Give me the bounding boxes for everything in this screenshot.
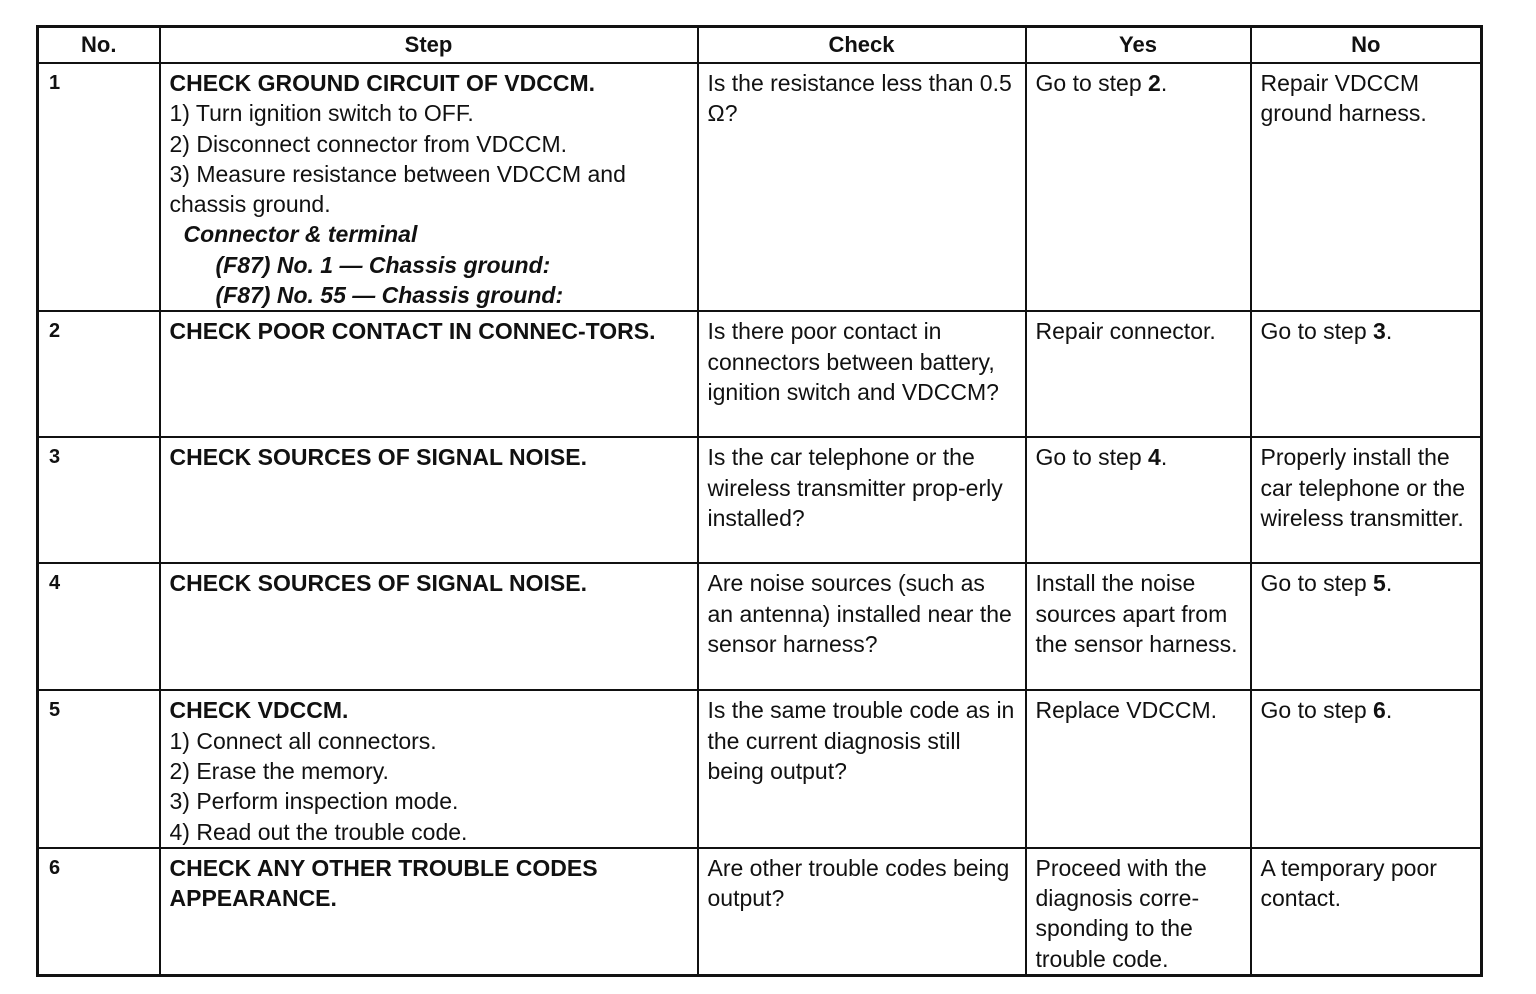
step-title: CHECK ANY OTHER TROUBLE CODES APPEARANCE. [169, 854, 598, 912]
no-cell: Properly install the car telephone or the wireless transmitter. [1251, 437, 1482, 563]
step-title: CHECK POOR CONTACT IN CONNEC-TORS. [169, 318, 656, 345]
check-cell: Is the resistance less than 0.5 Ω? [698, 63, 1026, 311]
yes-text-end: . [1160, 70, 1168, 96]
no-step-number: 5 [1373, 570, 1386, 597]
yes-step-number: 4 [1148, 444, 1161, 471]
step-instruction: 3) Measure resistance between VDCCM and chassis ground. [169, 160, 626, 218]
no-step-number: 3 [1373, 318, 1386, 345]
step-cell [160, 563, 698, 690]
table-row [38, 63, 1482, 311]
table-row [38, 311, 1482, 437]
step-instruction: 3) Perform inspection mode. [169, 788, 459, 815]
no-cell [1251, 311, 1482, 437]
step-instruction: 2) Disconnect connector from VDCCM. [169, 130, 568, 157]
header-row [38, 27, 1482, 64]
step-instruction: 2) Erase the memory. [169, 757, 389, 784]
header-step: Step [160, 27, 698, 64]
no-cell: A temporary poor contact. [1251, 848, 1482, 976]
no-text-end: . [1385, 697, 1393, 724]
yes-cell: Install the noise sources apart from the sensor harness. [1026, 563, 1251, 690]
step-cell [160, 311, 698, 437]
connector-title: Connector & terminal [183, 221, 418, 248]
step-cell [160, 63, 698, 311]
header-yes: Yes [1026, 27, 1251, 64]
yes-cell [1026, 63, 1251, 311]
yes-cell [1026, 437, 1251, 563]
table-row [38, 848, 1482, 976]
header-check: Check [698, 27, 1026, 64]
yes-cell: Proceed with the diagnosis corre-sponding to the trouble code. [1026, 848, 1251, 976]
yes-cell: Replace VDCCM. [1026, 690, 1251, 847]
table-row [38, 563, 1482, 690]
step-cell [160, 848, 698, 976]
yes-cell: Repair connector. [1026, 311, 1251, 437]
step-instruction: 1) Connect all connectors. [169, 727, 437, 754]
table-row [38, 690, 1482, 847]
connector-terminal: (F87) No. 1 — Chassis ground: [215, 251, 551, 278]
yes-text: Go to step [1035, 444, 1149, 471]
step-number: 2 [38, 311, 160, 437]
step-cell [160, 437, 698, 563]
step-title: CHECK SOURCES OF SIGNAL NOISE. [169, 570, 587, 597]
yes-text-end: . [1160, 444, 1168, 471]
step-title: CHECK VDCCM. [169, 697, 349, 724]
no-cell [1251, 690, 1482, 847]
check-cell: Is the same trouble code as in the current diagnosis still being output? [698, 690, 1026, 847]
step-instruction: 4) Read out the trouble code. [169, 818, 468, 845]
connector-terminal: (F87) No. 55 — Chassis ground: [215, 282, 564, 309]
check-cell: Are noise sources (such as an antenna) installed near the sensor harness? [698, 563, 1026, 690]
header-no-result: No [1251, 27, 1482, 64]
no-text: Go to step [1260, 697, 1374, 724]
no-text-end: . [1385, 318, 1393, 345]
no-cell [1251, 563, 1482, 690]
diagnosis-table [36, 25, 1483, 977]
check-cell: Are other trouble codes being output? [698, 848, 1026, 976]
step-number: 5 [38, 690, 160, 847]
header-no: No. [38, 27, 160, 64]
no-text: Go to step [1260, 318, 1374, 345]
yes-step-number: 2 [1148, 70, 1161, 96]
no-cell: Repair VDCCM ground harness. [1251, 63, 1482, 311]
step-cell [160, 690, 698, 847]
no-text: Go to step [1260, 570, 1374, 597]
no-text-end: . [1385, 570, 1393, 597]
step-title: CHECK SOURCES OF SIGNAL NOISE. [169, 444, 587, 471]
step-number: 4 [38, 563, 160, 690]
step-number: 6 [38, 848, 160, 976]
step-number: 1 [38, 63, 160, 311]
check-cell: Is there poor contact in connectors between battery, ignition switch and VDCCM? [698, 311, 1026, 437]
step-title: CHECK GROUND CIRCUIT OF VDCCM. [169, 70, 595, 96]
step-number: 3 [38, 437, 160, 563]
check-cell: Is the car telephone or the wireless transmitter prop-erly installed? [698, 437, 1026, 563]
yes-text: Go to step [1035, 70, 1149, 96]
step-instruction: 1) Turn ignition switch to OFF. [169, 100, 474, 127]
no-step-number: 6 [1373, 697, 1386, 724]
table-row [38, 437, 1482, 563]
